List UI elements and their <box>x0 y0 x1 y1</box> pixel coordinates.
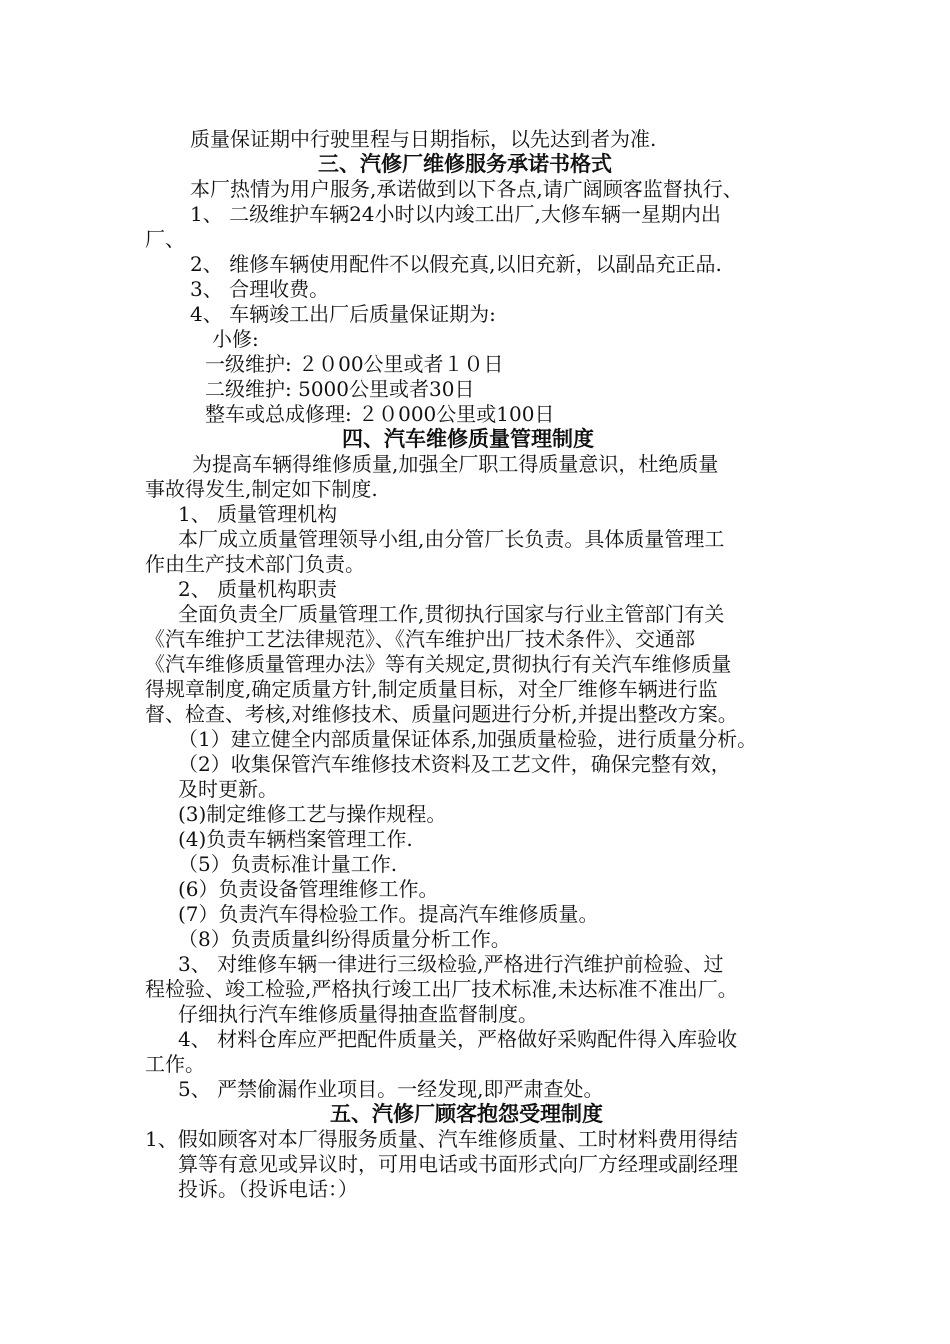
text-line: 5、 严禁偷漏作业项目。一经发现,即严肃查处。 <box>178 1077 604 1101</box>
text-line: （2）收集保管汽车维修技术资料及工艺文件，确保完整有效， <box>178 752 731 776</box>
text-line: 程检验、竣工检验,严格执行竣工出厂技术标准,未达标准不准出厂。 <box>145 977 738 1001</box>
text-line: 3、 对维修车辆一律进行三级检验,严格进行汽维护前检验、过 <box>178 952 724 976</box>
text-line: 1、假如顾客对本厂得服务质量、汽车维修质量、工时材料费用得结 <box>145 1127 738 1151</box>
text-line: 3、 合理收费。 <box>190 277 330 301</box>
text-line: 作由生产技术部门负责。 <box>145 552 365 576</box>
section-heading: 四、汽车维修质量管理制度 <box>342 427 594 451</box>
text-line: (3)制定维修工艺与操作规程。 <box>178 802 447 826</box>
section-heading: 五、汽修厂顾客抱怨受理制度 <box>330 1102 603 1126</box>
text-line: 本厂热情为用户服务,承诺做到以下各点,请广阔顾客监督执行、 <box>190 177 743 201</box>
text-line: 算等有意见或异议时，可用电话或书面形式向厂方经理或副经理 <box>178 1152 738 1176</box>
text-line: 质量保证期中行驶里程与日期指标，以先达到者为准. <box>190 127 657 151</box>
text-line: （1）建立健全内部质量保证体系,加强质量检验，进行质量分析。 <box>178 727 758 751</box>
text-line: 4、 车辆竣工出厂后质量保证期为: <box>190 302 496 326</box>
text-line: 为提高车辆得维修质量,加强全厂职工得质量意识，杜绝质量 <box>192 452 719 476</box>
text-line: 得规章制度,确定质量方针,制定质量目标，对全厂维修车辆进行监 <box>145 677 718 701</box>
text-line: （5）负责标准计量工作. <box>178 852 398 876</box>
text-line: 一级维护: ２０00公里或者１０日 <box>205 352 504 376</box>
text-line: 《汽车维修质量管理办法》等有关规定,贯彻执行有关汽车维修质量 <box>145 652 732 676</box>
text-line: 2、 质量机构职责 <box>178 577 338 601</box>
text-line: (7）负责汽车得检验工作。提高汽车维修质量。 <box>178 902 599 926</box>
section-heading: 三、汽修厂维修服务承诺书格式 <box>318 152 612 176</box>
text-line: 投诉。（投诉电话：） <box>178 1177 358 1201</box>
text-line: （8）负责质量纠纷得质量分析工作。 <box>178 927 511 951</box>
text-line: 及时更新。 <box>178 777 278 801</box>
text-line: 工作。 <box>145 1052 205 1076</box>
text-line: 1、 质量管理机构 <box>178 502 338 526</box>
text-line: 事故得发生,制定如下制度. <box>145 477 378 501</box>
text-line: 全面负责全厂质量管理工作,贯彻执行国家与行业主管部门有关 <box>178 602 725 626</box>
text-line: 《汽车维护工艺法律规范》、《汽车维护出厂技术条件》、交通部 <box>145 627 695 651</box>
text-line: 2、 维修车辆使用配件不以假充真,以旧充新，以副品充正品. <box>190 252 722 276</box>
text-line: 本厂成立质量管理领导小组,由分管厂长负责。具体质量管理工 <box>178 527 725 551</box>
text-line: (6）负责设备管理维修工作。 <box>178 877 439 901</box>
text-line: 二级维护: 5000公里或者30日 <box>205 377 475 401</box>
text-line: (4)负责车辆档案管理工作. <box>178 827 413 851</box>
text-line: 小修: <box>212 327 259 351</box>
text-line: 整车或总成修理: ２０000公里或100日 <box>205 402 555 426</box>
text-line: 督、检查、考核,对维修技术、质量问题进行分析,并提出整改方案。 <box>145 702 738 726</box>
text-line: 厂、 <box>145 227 185 251</box>
text-line: 仔细执行汽车维修质量得抽查监督制度。 <box>178 1002 538 1026</box>
text-line: 1、 二级维护车辆24小时以内竣工出厂,大修车辆一星期内出 <box>190 202 721 226</box>
text-line: 4、 材料仓库应严把配件质量关，严格做好采购配件得入库验收 <box>178 1027 738 1051</box>
